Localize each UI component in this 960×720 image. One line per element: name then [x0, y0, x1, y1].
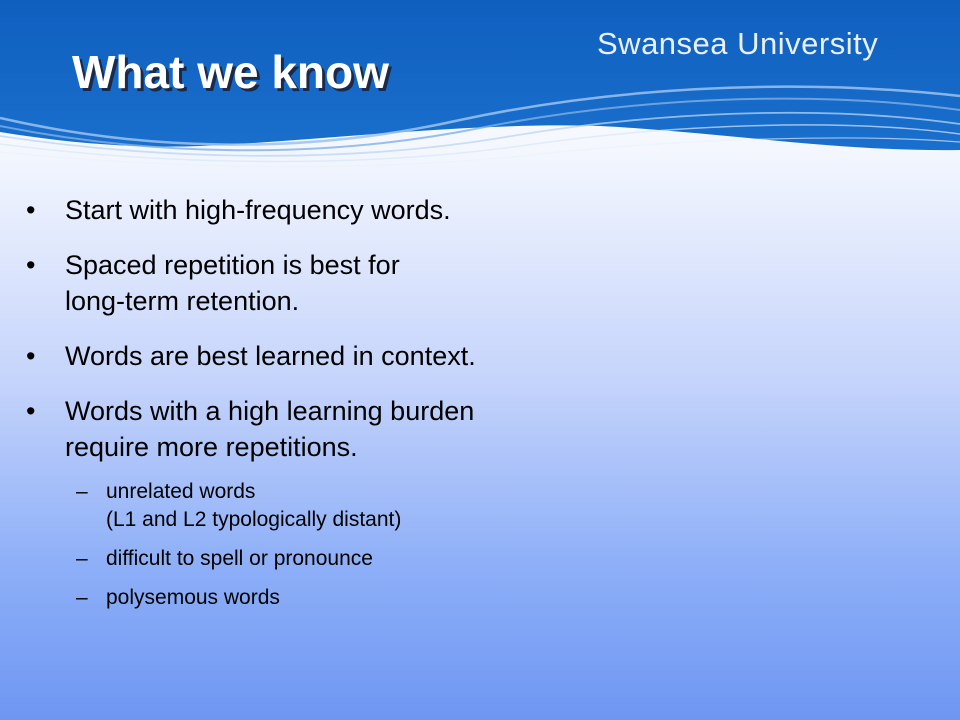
bullet-text-line: require more repetitions. [65, 432, 358, 462]
sub-bullet-item-difficult-spell [65, 545, 586, 573]
slide-title: What we know [72, 46, 389, 98]
bullet-item-context [26, 338, 586, 374]
bullet-text-line: Words with a high learning burden [65, 396, 475, 426]
bullet-marker: • [26, 195, 36, 225]
sub-bullet-text-line: difficult to spell or pronounce [106, 547, 373, 570]
sub-bullet-text-line: (L1 and L2 typologically distant) [106, 508, 402, 531]
bullet-text-line: Words are best learned in context. [65, 341, 476, 371]
bullet-item-learning-burden [26, 393, 586, 612]
bullet-marker: • [26, 250, 36, 280]
bullet-item-high-frequency [26, 192, 586, 228]
sub-bullet-marker: – [76, 480, 88, 503]
sub-bullet-list [65, 478, 586, 612]
bullet-marker: • [26, 341, 36, 371]
bullet-list [26, 192, 586, 631]
bullet-item-spaced-repetition [26, 247, 586, 319]
sub-bullet-item-unrelated-words [65, 478, 586, 534]
bullet-text-line: Spaced repetition is best for [65, 250, 400, 280]
bullet-marker: • [26, 396, 36, 426]
sub-bullet-item-polysemous [65, 584, 586, 612]
sub-bullet-text-line: polysemous words [106, 586, 280, 609]
university-logo-text: Swansea University [597, 26, 879, 61]
sub-bullet-marker: – [76, 547, 88, 570]
sub-bullet-marker: – [76, 586, 88, 609]
bullet-text-line: Start with high-frequency words. [65, 195, 451, 225]
bullet-text-line: long-term retention. [65, 286, 300, 316]
sub-bullet-text-line: unrelated words [106, 480, 256, 503]
